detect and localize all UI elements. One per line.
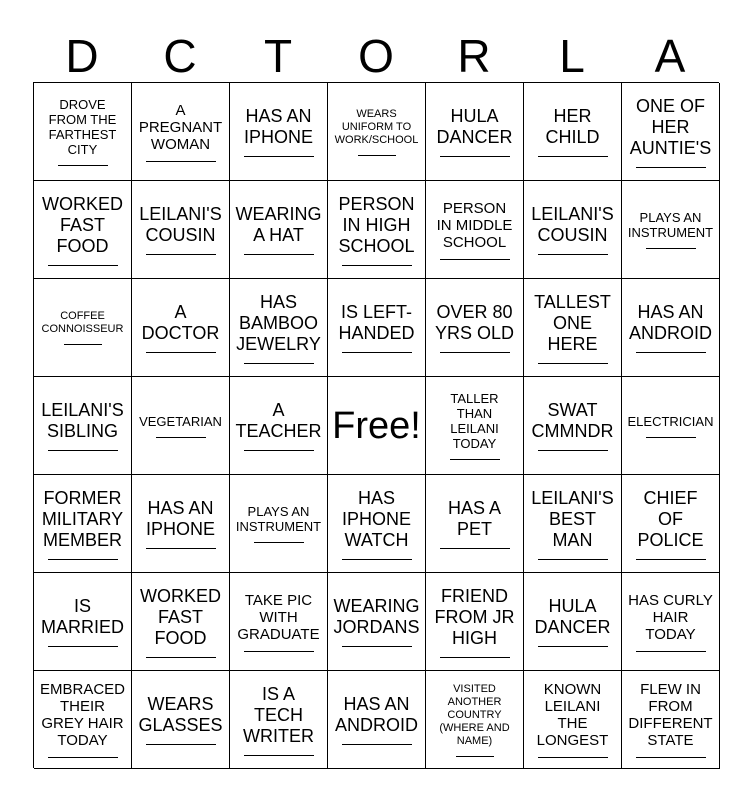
cell-prompt: A PREGNANT WOMAN: [138, 101, 223, 153]
signature-line: [244, 450, 314, 451]
bingo-cell[interactable]: [426, 377, 524, 475]
signature-line: [342, 744, 412, 745]
signature-line: [636, 167, 706, 168]
cell-prompt: WEARS GLASSES: [138, 694, 223, 735]
signature-line: [440, 352, 510, 353]
cell-prompt: EMBRACED THEIR GREY HAIR TODAY: [39, 681, 125, 749]
signature-line: [440, 259, 510, 260]
signature-line: [440, 657, 510, 658]
bingo-cell[interactable]: [132, 181, 230, 279]
signature-line: [456, 756, 494, 757]
signature-line: [646, 437, 696, 438]
signature-line: [146, 352, 216, 353]
cell-prompt: TAKE PIC WITH GRADUATE: [237, 591, 320, 643]
bingo-cell[interactable]: [328, 671, 426, 769]
signature-line: [146, 548, 216, 549]
bingo-cell[interactable]: [524, 377, 622, 475]
bingo-cell[interactable]: [622, 279, 720, 377]
signature-line: [538, 363, 608, 364]
cell-prompt: SWAT CMMNDR: [531, 400, 614, 441]
bingo-cell[interactable]: [524, 475, 622, 573]
bingo-cell[interactable]: [132, 475, 230, 573]
cell-prompt: LEILANI'S COUSIN: [139, 204, 222, 245]
cell-prompt: HAS AN ANDROID: [628, 302, 712, 343]
cell-prompt: HER CHILD: [545, 106, 600, 147]
cell-prompt: PERSON IN MIDDLE SCHOOL: [436, 199, 513, 251]
bingo-cell[interactable]: [426, 475, 524, 573]
bingo-cell[interactable]: [34, 377, 132, 475]
bingo-cell[interactable]: [230, 475, 328, 573]
bingo-cell[interactable]: [524, 181, 622, 279]
signature-line: [636, 352, 706, 353]
bingo-header: [33, 30, 719, 82]
bingo-cell[interactable]: [132, 573, 230, 671]
bingo-cell[interactable]: [230, 671, 328, 769]
cell-prompt: LEILANI'S COUSIN: [531, 204, 614, 245]
bingo-cell[interactable]: [230, 377, 328, 475]
bingo-cell[interactable]: [132, 377, 230, 475]
signature-line: [342, 646, 412, 647]
signature-line: [48, 450, 118, 451]
bingo-cell[interactable]: [34, 181, 132, 279]
signature-line: [58, 165, 108, 166]
signature-line: [244, 651, 314, 652]
bingo-cell[interactable]: [622, 573, 720, 671]
bingo-cell[interactable]: [524, 279, 622, 377]
bingo-cell[interactable]: [622, 181, 720, 279]
cell-prompt: OVER 80 YRS OLD: [434, 302, 515, 343]
cell-prompt: CHIEF OF POLICE: [637, 487, 704, 550]
signature-line: [146, 161, 216, 162]
bingo-cell[interactable]: [230, 181, 328, 279]
cell-prompt: HAS AN IPHONE: [145, 498, 215, 539]
bingo-grid: [33, 82, 719, 768]
header-letter: T: [263, 30, 293, 82]
free-space-cell[interactable]: [328, 377, 426, 475]
signature-line: [538, 559, 608, 560]
cell-prompt: WORKED FAST FOOD: [42, 193, 123, 256]
signature-line: [244, 755, 314, 756]
bingo-cell[interactable]: [132, 671, 230, 769]
cell-prompt: DROVE FROM THE FARTHEST CITY: [48, 97, 117, 157]
bingo-cell[interactable]: [230, 573, 328, 671]
cell-prompt: HAS AN ANDROID: [334, 694, 418, 735]
signature-line: [342, 352, 412, 353]
cell-prompt: HAS A PET: [447, 498, 502, 539]
cell-prompt: WORKED FAST FOOD: [140, 585, 221, 648]
signature-line: [146, 254, 216, 255]
header-letter: A: [654, 30, 686, 82]
cell-prompt: VISITED ANOTHER COUNTRY (WHERE AND NAME): [439, 682, 510, 747]
header-letter: C: [163, 30, 197, 82]
header-letter: D: [65, 30, 99, 82]
signature-line: [440, 548, 510, 549]
signature-line: [146, 744, 216, 745]
bingo-cell[interactable]: [34, 475, 132, 573]
signature-line: [48, 559, 118, 560]
bingo-cell[interactable]: [230, 83, 328, 181]
cell-prompt: A TEACHER: [235, 400, 322, 441]
bingo-cell[interactable]: [426, 83, 524, 181]
signature-line: [538, 254, 608, 255]
cell-prompt: FORMER MILITARY MEMBER: [41, 487, 124, 550]
cell-prompt: IS A TECH WRITER: [243, 683, 314, 746]
cell-prompt: PLAYS AN INSTRUMENT: [627, 210, 714, 240]
signature-line: [636, 559, 706, 560]
cell-prompt: IS LEFT- HANDED: [338, 302, 415, 343]
bingo-cell[interactable]: [426, 671, 524, 769]
header-letter: L: [559, 30, 585, 82]
cell-prompt: KNOWN LEILANI THE LONGEST: [536, 681, 609, 749]
signature-line: [538, 450, 608, 451]
bingo-cell[interactable]: [34, 671, 132, 769]
cell-prompt: HULA DANCER: [436, 106, 513, 147]
cell-prompt: FRIEND FROM JR HIGH: [434, 585, 515, 648]
signature-line: [538, 156, 608, 157]
cell-prompt: WEARS UNIFORM TO WORK/SCHOOL: [334, 107, 419, 146]
bingo-cell[interactable]: [524, 573, 622, 671]
header-letter: R: [457, 30, 491, 82]
bingo-cell[interactable]: [328, 181, 426, 279]
signature-line: [342, 559, 412, 560]
cell-prompt: HAS AN IPHONE: [243, 106, 313, 147]
signature-line: [48, 646, 118, 647]
signature-line: [48, 757, 118, 758]
cell-prompt: FLEW IN FROM DIFFERENT STATE: [628, 681, 713, 749]
bingo-cell[interactable]: [132, 83, 230, 181]
bingo-cell[interactable]: [328, 475, 426, 573]
signature-line: [146, 657, 216, 658]
signature-line: [64, 344, 102, 345]
cell-prompt: VEGETARIAN: [139, 413, 222, 429]
signature-line: [538, 757, 608, 758]
bingo-cell[interactable]: [426, 181, 524, 279]
signature-line: [254, 542, 304, 543]
header-letter: O: [358, 30, 394, 82]
bingo-cell[interactable]: [328, 573, 426, 671]
cell-prompt: HAS IPHONE WATCH: [341, 487, 411, 550]
cell-prompt: A DOCTOR: [141, 302, 220, 343]
cell-prompt: WEARING A HAT: [235, 204, 322, 245]
signature-line: [358, 155, 396, 156]
signature-line: [646, 248, 696, 249]
cell-prompt: ONE OF HER AUNTIE'S: [629, 95, 712, 158]
bingo-cell[interactable]: [426, 279, 524, 377]
cell-prompt: TALLER THAN LEILANI TODAY: [450, 391, 499, 451]
bingo-cell[interactable]: [622, 671, 720, 769]
cell-prompt: TALLEST ONE HERE: [534, 291, 611, 354]
cell-prompt: PLAYS AN INSTRUMENT: [235, 504, 322, 534]
cell-prompt: HAS BAMBOO JEWELRY: [236, 291, 321, 354]
cell-prompt: IS MARRIED: [40, 596, 124, 637]
bingo-cell[interactable]: [524, 83, 622, 181]
bingo-cell[interactable]: [622, 377, 720, 475]
signature-line: [244, 363, 314, 364]
bingo-cell[interactable]: [34, 279, 132, 377]
cell-prompt: WEARING JORDANS: [333, 596, 420, 637]
cell-prompt: LEILANI'S SIBLING: [41, 400, 124, 441]
signature-line: [440, 156, 510, 157]
signature-line: [538, 646, 608, 647]
signature-line: [450, 459, 500, 460]
bingo-cell[interactable]: [622, 475, 720, 573]
cell-prompt: LEILANI'S BEST MAN: [531, 487, 614, 550]
cell-prompt: PERSON IN HIGH SCHOOL: [338, 193, 415, 256]
bingo-cell[interactable]: [34, 573, 132, 671]
signature-line: [244, 156, 314, 157]
bingo-cell[interactable]: [230, 279, 328, 377]
bingo-cell[interactable]: [328, 83, 426, 181]
bingo-cell[interactable]: [34, 83, 132, 181]
signature-line: [244, 254, 314, 255]
bingo-cell[interactable]: [524, 671, 622, 769]
signature-line: [156, 437, 206, 438]
bingo-cell[interactable]: [132, 279, 230, 377]
free-space-label: Free!: [332, 404, 421, 447]
bingo-cell[interactable]: [622, 83, 720, 181]
cell-prompt: ELECTRICIAN: [627, 413, 714, 429]
cell-prompt: HAS CURLY HAIR TODAY: [628, 591, 713, 643]
signature-line: [48, 265, 118, 266]
signature-line: [636, 757, 706, 758]
cell-prompt: HULA DANCER: [534, 596, 611, 637]
signature-line: [342, 265, 412, 266]
bingo-cell[interactable]: [328, 279, 426, 377]
cell-prompt: COFFEE CONNOISSEUR: [41, 310, 124, 335]
bingo-cell[interactable]: [426, 573, 524, 671]
signature-line: [636, 651, 706, 652]
